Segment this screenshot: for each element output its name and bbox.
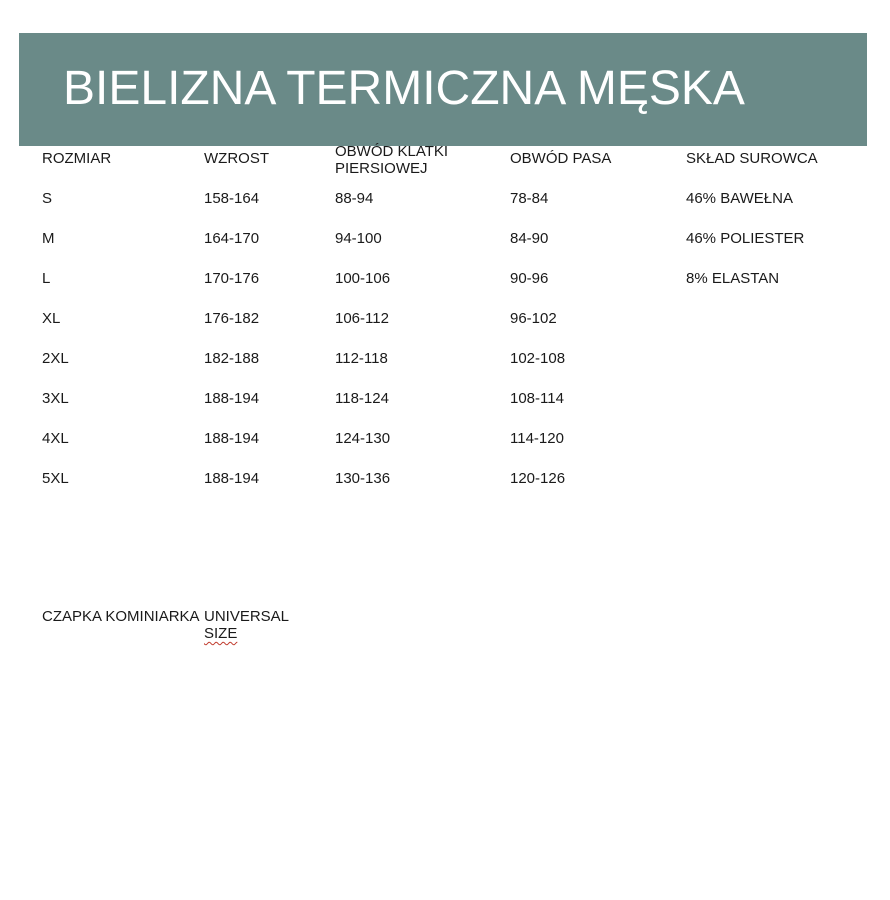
table-row (42, 430, 842, 447)
title-banner (19, 33, 867, 146)
size-cell: 5XL (42, 470, 69, 487)
column-header-waist: OBWÓD PASA (510, 150, 612, 167)
size-cell: 4XL (42, 430, 69, 447)
size-cell: L (42, 270, 51, 287)
height-cell: 182-188 (204, 350, 260, 367)
table-row (42, 350, 842, 367)
table-row (42, 270, 842, 287)
height-cell: 164-170 (204, 230, 260, 247)
waist-cell: 96-102 (510, 310, 557, 327)
waist-cell: 108-114 (510, 390, 564, 407)
size-cell: M (42, 230, 55, 247)
waist-cell: 84-90 (510, 230, 549, 247)
column-header-composition: SKŁAD SUROWCA (686, 150, 818, 167)
accessory-size-line2: SIZE (204, 625, 238, 642)
table-header-row (42, 143, 842, 177)
chest-cell: 118-124 (335, 390, 389, 407)
composition-cell: 46% BAWEŁNA (686, 190, 793, 207)
height-cell: 188-194 (204, 390, 260, 407)
chest-cell: 112-118 (335, 350, 388, 367)
accessory-name: CZAPKA KOMINIARKA (42, 608, 200, 625)
chest-cell: 124-130 (335, 430, 391, 447)
waist-cell: 114-120 (510, 430, 564, 447)
accessory-size (204, 608, 289, 642)
size-cell: XL (42, 310, 61, 327)
height-cell: 176-182 (204, 310, 260, 327)
column-header-chest: OBWÓD KLATKI PIERSIOWEJ (335, 143, 449, 177)
waist-cell: 120-126 (510, 470, 566, 487)
composition-cell: 8% ELASTAN (686, 270, 780, 287)
table-row (42, 470, 842, 487)
accessory-size-line1: UNIVERSAL (204, 608, 290, 625)
composition-cell: 46% POLIESTER (686, 230, 805, 247)
waist-cell: 102-108 (510, 350, 566, 367)
column-header-size: ROZMIAR (42, 150, 112, 167)
height-cell: 188-194 (204, 430, 260, 447)
table-row (42, 190, 842, 207)
table-row (42, 310, 842, 327)
height-cell: 188-194 (204, 470, 260, 487)
table-row (42, 230, 842, 247)
height-cell: 158-164 (204, 190, 260, 207)
chest-cell: 100-106 (335, 270, 391, 287)
waist-cell: 90-96 (510, 270, 549, 287)
chest-cell: 130-136 (335, 470, 391, 487)
size-cell: 3XL (42, 390, 69, 407)
height-cell: 170-176 (204, 270, 260, 287)
chest-cell: 94-100 (335, 230, 382, 247)
accessory-row (42, 608, 442, 648)
size-cell: 2XL (42, 350, 69, 367)
chest-cell: 88-94 (335, 190, 374, 207)
page-title: BIELIZNA TERMICZNA MĘSKA (63, 62, 745, 115)
waist-cell: 78-84 (510, 190, 549, 207)
size-cell: S (42, 190, 53, 207)
chest-cell: 106-112 (335, 310, 389, 327)
column-header-height: WZROST (204, 150, 269, 167)
table-row (42, 390, 842, 407)
